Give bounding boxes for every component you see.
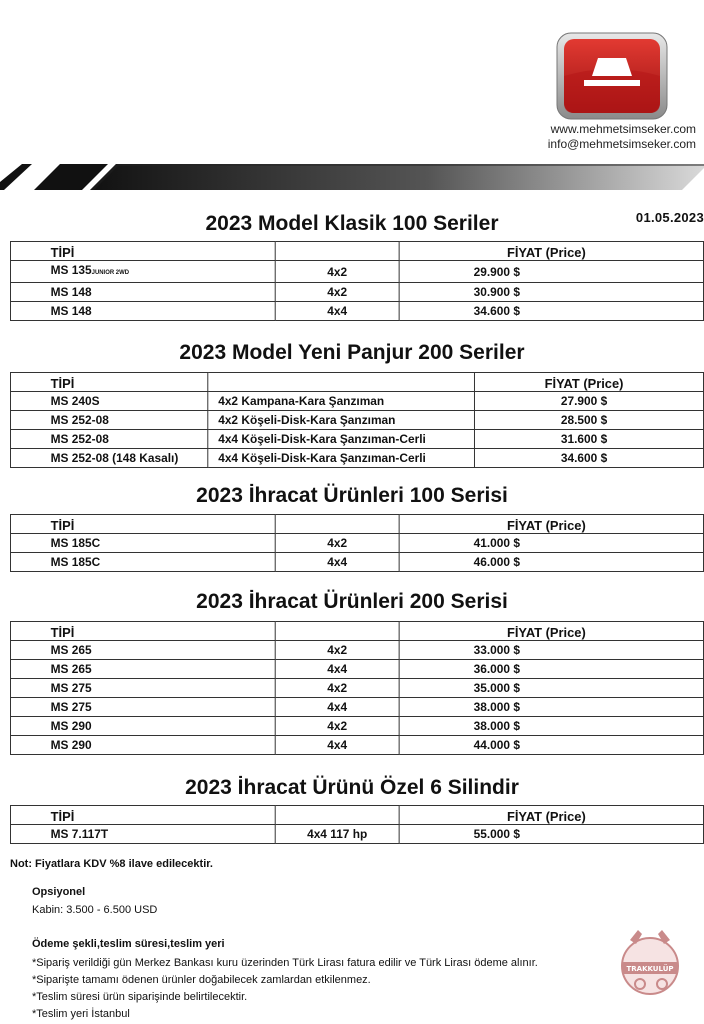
cabin-option: Kabin: 3.500 - 6.500 USD [32, 904, 158, 916]
price-table-klasik-100 [10, 241, 704, 321]
payment-terms-list [32, 955, 538, 1023]
price-table-ihracat-100 [10, 514, 704, 572]
type-header: TİPİ [10, 622, 275, 641]
table-row [10, 717, 703, 736]
trakkulup-badge [612, 926, 688, 998]
table-row [10, 825, 703, 844]
table-row [10, 430, 703, 449]
table-row [10, 411, 703, 430]
price-cell: 34.600 $ [399, 302, 703, 321]
table-row [10, 261, 703, 283]
price-header: FİYAT (Price) [474, 373, 703, 392]
table-header [10, 622, 703, 641]
price-cell: 34.600 $ [474, 449, 703, 468]
price-cell: 46.000 $ [399, 553, 703, 572]
table-header [10, 515, 703, 534]
spec-cell: 4x2 [275, 283, 399, 302]
spec-cell: 4x2 [275, 717, 399, 736]
list-item: *Teslim süresi ürün siparişinde belirtilecektir. [32, 991, 248, 1003]
table-row [10, 698, 703, 717]
price-table-ozel-6-silindir [10, 805, 704, 844]
type-header: TİPİ [10, 515, 275, 534]
email-link[interactable]: info@mehmetsimseker.com [547, 137, 696, 151]
table-row [10, 660, 703, 679]
company-logo [556, 32, 668, 120]
model-cell: MS 275 [10, 679, 275, 698]
price-cell: 27.900 $ [474, 392, 703, 411]
spec-cell: 4x2 Köşeli-Disk-Kara Şanzıman [208, 411, 475, 430]
table-header [10, 806, 703, 825]
section-title-klasik-100: 2023 Model Klasik 100 Seriler [205, 212, 499, 235]
price-table-panjur-200 [10, 372, 704, 468]
type-header: TİPİ [10, 806, 275, 825]
model-cell: MS 252-08 [10, 411, 207, 430]
price-cell: 36.000 $ [399, 660, 703, 679]
table-row [10, 679, 703, 698]
spec-cell: 4x4 [275, 736, 399, 755]
spec-cell: 4x2 [275, 641, 399, 660]
spec-cell: 4x4 [275, 660, 399, 679]
table-row [10, 449, 703, 468]
table-row [10, 283, 703, 302]
spec-cell: 4x4 [275, 302, 399, 321]
model-cell: MS 275 [10, 698, 275, 717]
model-cell: MS 185C [10, 553, 275, 572]
table-header [10, 242, 703, 261]
header-banner [0, 160, 704, 194]
list-item: *Sipariş verildiği gün Merkez Bankası kuru üzerinden Türk Lirası fatura edilir ve Türk Lirası ödeme alınır. [32, 957, 538, 969]
section-title-ihracat-200: 2023 İhracat Ürünleri 200 Serisi [196, 590, 508, 613]
spec-cell: 4x2 [275, 261, 399, 283]
spec-cell: 4x4 Köşeli-Disk-Kara Şanzıman-Cerli [208, 430, 475, 449]
model-cell: MS 252-08 (148 Kasalı) [10, 449, 207, 468]
table-row [10, 641, 703, 660]
table-header [10, 373, 703, 392]
contact-info [548, 122, 696, 152]
price-header: FİYAT (Price) [399, 242, 703, 261]
section-title-ihracat-100: 2023 İhracat Ürünleri 100 Serisi [196, 484, 508, 507]
model-subtitle: JUNIOR 2WD [91, 270, 130, 276]
options-heading: Opsiyonel [32, 886, 86, 898]
price-header: FİYAT (Price) [399, 622, 703, 641]
price-cell: 55.000 $ [399, 825, 703, 844]
model-cell: MS 148 [10, 302, 275, 321]
list-item: *Teslim yeri İstanbul [32, 1008, 130, 1020]
table-row [10, 392, 703, 411]
model-cell: MS 252-08 [10, 430, 207, 449]
spec-cell: 4x4 Köşeli-Disk-Kara Şanzıman-Cerli [208, 449, 475, 468]
model-cell: MS 7.117T [10, 825, 275, 844]
price-cell: 35.000 $ [399, 679, 703, 698]
price-cell: 33.000 $ [399, 641, 703, 660]
spec-cell: 4x2 [275, 534, 399, 553]
badge-text: TRAKKULÜP [626, 965, 674, 973]
price-cell: 38.000 $ [399, 717, 703, 736]
model-cell: MS 265 [10, 641, 275, 660]
table-row [10, 302, 703, 321]
price-header: FİYAT (Price) [399, 515, 703, 534]
type-header: TİPİ [10, 373, 207, 392]
price-list-date: 01.05.2023 [635, 210, 704, 225]
spec-cell: 4x2 Kampana-Kara Şanzıman [208, 392, 475, 411]
price-cell: 41.000 $ [399, 534, 703, 553]
spec-cell: 4x4 [275, 698, 399, 717]
table-row [10, 534, 703, 553]
model-cell: MS 240S [10, 392, 207, 411]
price-table-ihracat-200 [10, 621, 704, 755]
list-item: *Siparişte tamamı ödenen ürünler doğabilecek zamlardan etkilenmez. [32, 974, 371, 986]
spec-cell: 4x2 [275, 679, 399, 698]
model-cell: MS 290 [10, 736, 275, 755]
price-cell: 28.500 $ [474, 411, 703, 430]
table-row [10, 736, 703, 755]
payment-heading: Ödeme şekli,teslim süresi,teslim yeri [32, 938, 225, 950]
model-cell: MS 185C [10, 534, 275, 553]
price-cell: 31.600 $ [474, 430, 703, 449]
price-cell: 44.000 $ [399, 736, 703, 755]
spec-cell: 4x4 117 hp [275, 825, 399, 844]
price-cell: 30.900 $ [399, 283, 703, 302]
price-cell: 29.900 $ [399, 261, 703, 283]
section-title-ozel-6-silindir: 2023 İhracat Ürünü Özel 6 Silindir [185, 776, 519, 799]
model-cell: MS 135JUNIOR 2WD [10, 261, 275, 283]
section-title-panjur-200: 2023 Model Yeni Panjur 200 Seriler [179, 341, 525, 364]
table-row [10, 553, 703, 572]
model-cell: MS 290 [10, 717, 275, 736]
model-cell: MS 148 [10, 283, 275, 302]
website-link[interactable]: www.mehmetsimseker.com [550, 122, 696, 136]
spec-cell: 4x4 [275, 553, 399, 572]
vat-note: Not: Fiyatlara KDV %8 ilave edilecektir. [10, 858, 213, 870]
model-cell: MS 265 [10, 660, 275, 679]
price-header: FİYAT (Price) [399, 806, 703, 825]
type-header: TİPİ [10, 242, 275, 261]
price-cell: 38.000 $ [399, 698, 703, 717]
